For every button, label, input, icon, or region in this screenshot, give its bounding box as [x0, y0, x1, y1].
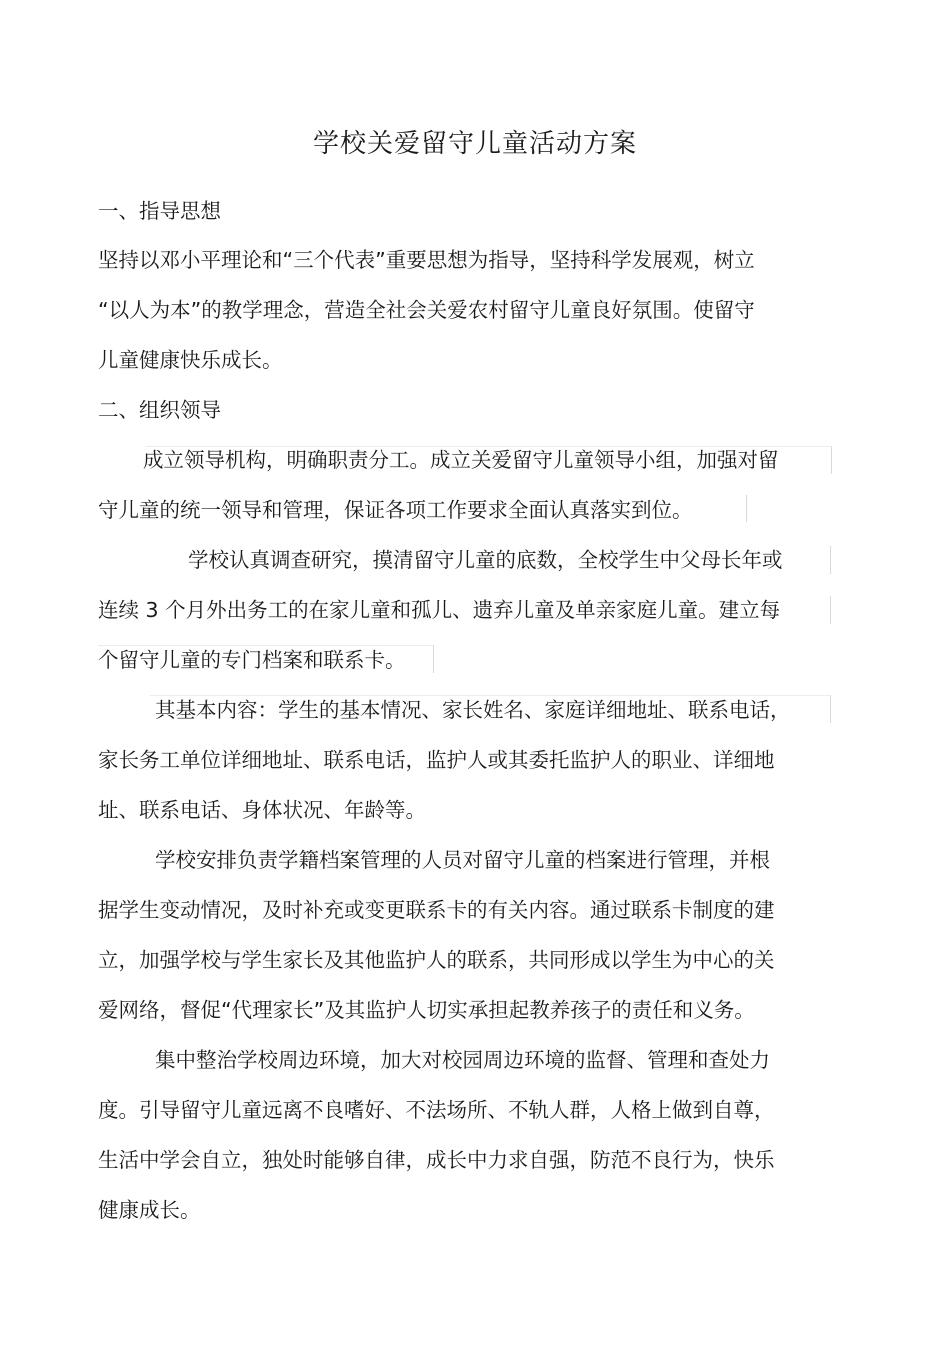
paragraph-line: 址、联系电话、身体状况、年龄等。 — [98, 798, 426, 822]
document-title: 学校关爱留守儿童活动方案 — [312, 129, 637, 159]
paragraph-line: 度。引导留守儿童远离不良嗜好、不法场所、不轨人群，人格上做到自尊， — [98, 1098, 775, 1122]
paragraph-line: 个留守儿童的专门档案和联系卡。 — [98, 648, 406, 672]
paragraph-line: 连续 3 个月外出务工的在家儿童和孤儿、遗弃儿童及单亲家庭儿童。建立每 — [98, 598, 781, 622]
paragraph-line: 学校安排负责学籍档案管理的人员对留守儿童的档案进行管理，并根 — [155, 848, 770, 872]
paragraph-line: “以人为本”的教学理念，营造全社会关爱农村留守儿童良好氛围。使留守 — [98, 298, 755, 322]
paragraph-line: 集中整治学校周边环境，加大对校园周边环境的监督、管理和查处力 — [155, 1048, 770, 1072]
paragraph-line: 健康成长。 — [98, 1198, 201, 1222]
paragraph-line: 家长务工单位详细地址、联系电话，监护人或其委托监护人的职业、详细地 — [98, 748, 775, 772]
paragraph-line: 守儿童的统一领导和管理，保证各项工作要求全面认真落实到位。 — [98, 498, 693, 522]
paragraph-line: 成立领导机构，明确职责分工。成立关爱留守儿童领导小组，加强对留 — [143, 448, 779, 472]
paragraph-line: 立，加强学校与学生家长及其他监护人的联系，共同形成以学生为中心的关 — [98, 948, 775, 972]
paragraph-line: 儿童健康快乐成长。 — [98, 348, 283, 372]
paragraph-line: 坚持以邓小平理论和“三个代表”重要思想为指导，坚持科学发展观，树立 — [98, 248, 755, 272]
paragraph-line: 生活中学会自立，独处时能够自律，成长中力求自强，防范不良行为，快乐 — [98, 1148, 775, 1172]
paragraph-line: 其基本内容：学生的基本情况、家长姓名、家庭详细地址、联系电话， — [155, 698, 791, 722]
section-heading-guiding-thought: 一、指导思想 — [98, 199, 221, 223]
paragraph-line: 学校认真调查研究，摸清留守儿童的底数，全校学生中父母长年或 — [188, 548, 783, 572]
paragraph-line: 爱网络，督促“代理家长”及其监护人切实承担起教养孩子的责任和义务。 — [98, 998, 755, 1022]
paragraph-line: 据学生变动情况，及时补充或变更联系卡的有关内容。通过联系卡制度的建 — [98, 898, 775, 922]
section-heading-organization: 二、组织领导 — [98, 398, 221, 422]
